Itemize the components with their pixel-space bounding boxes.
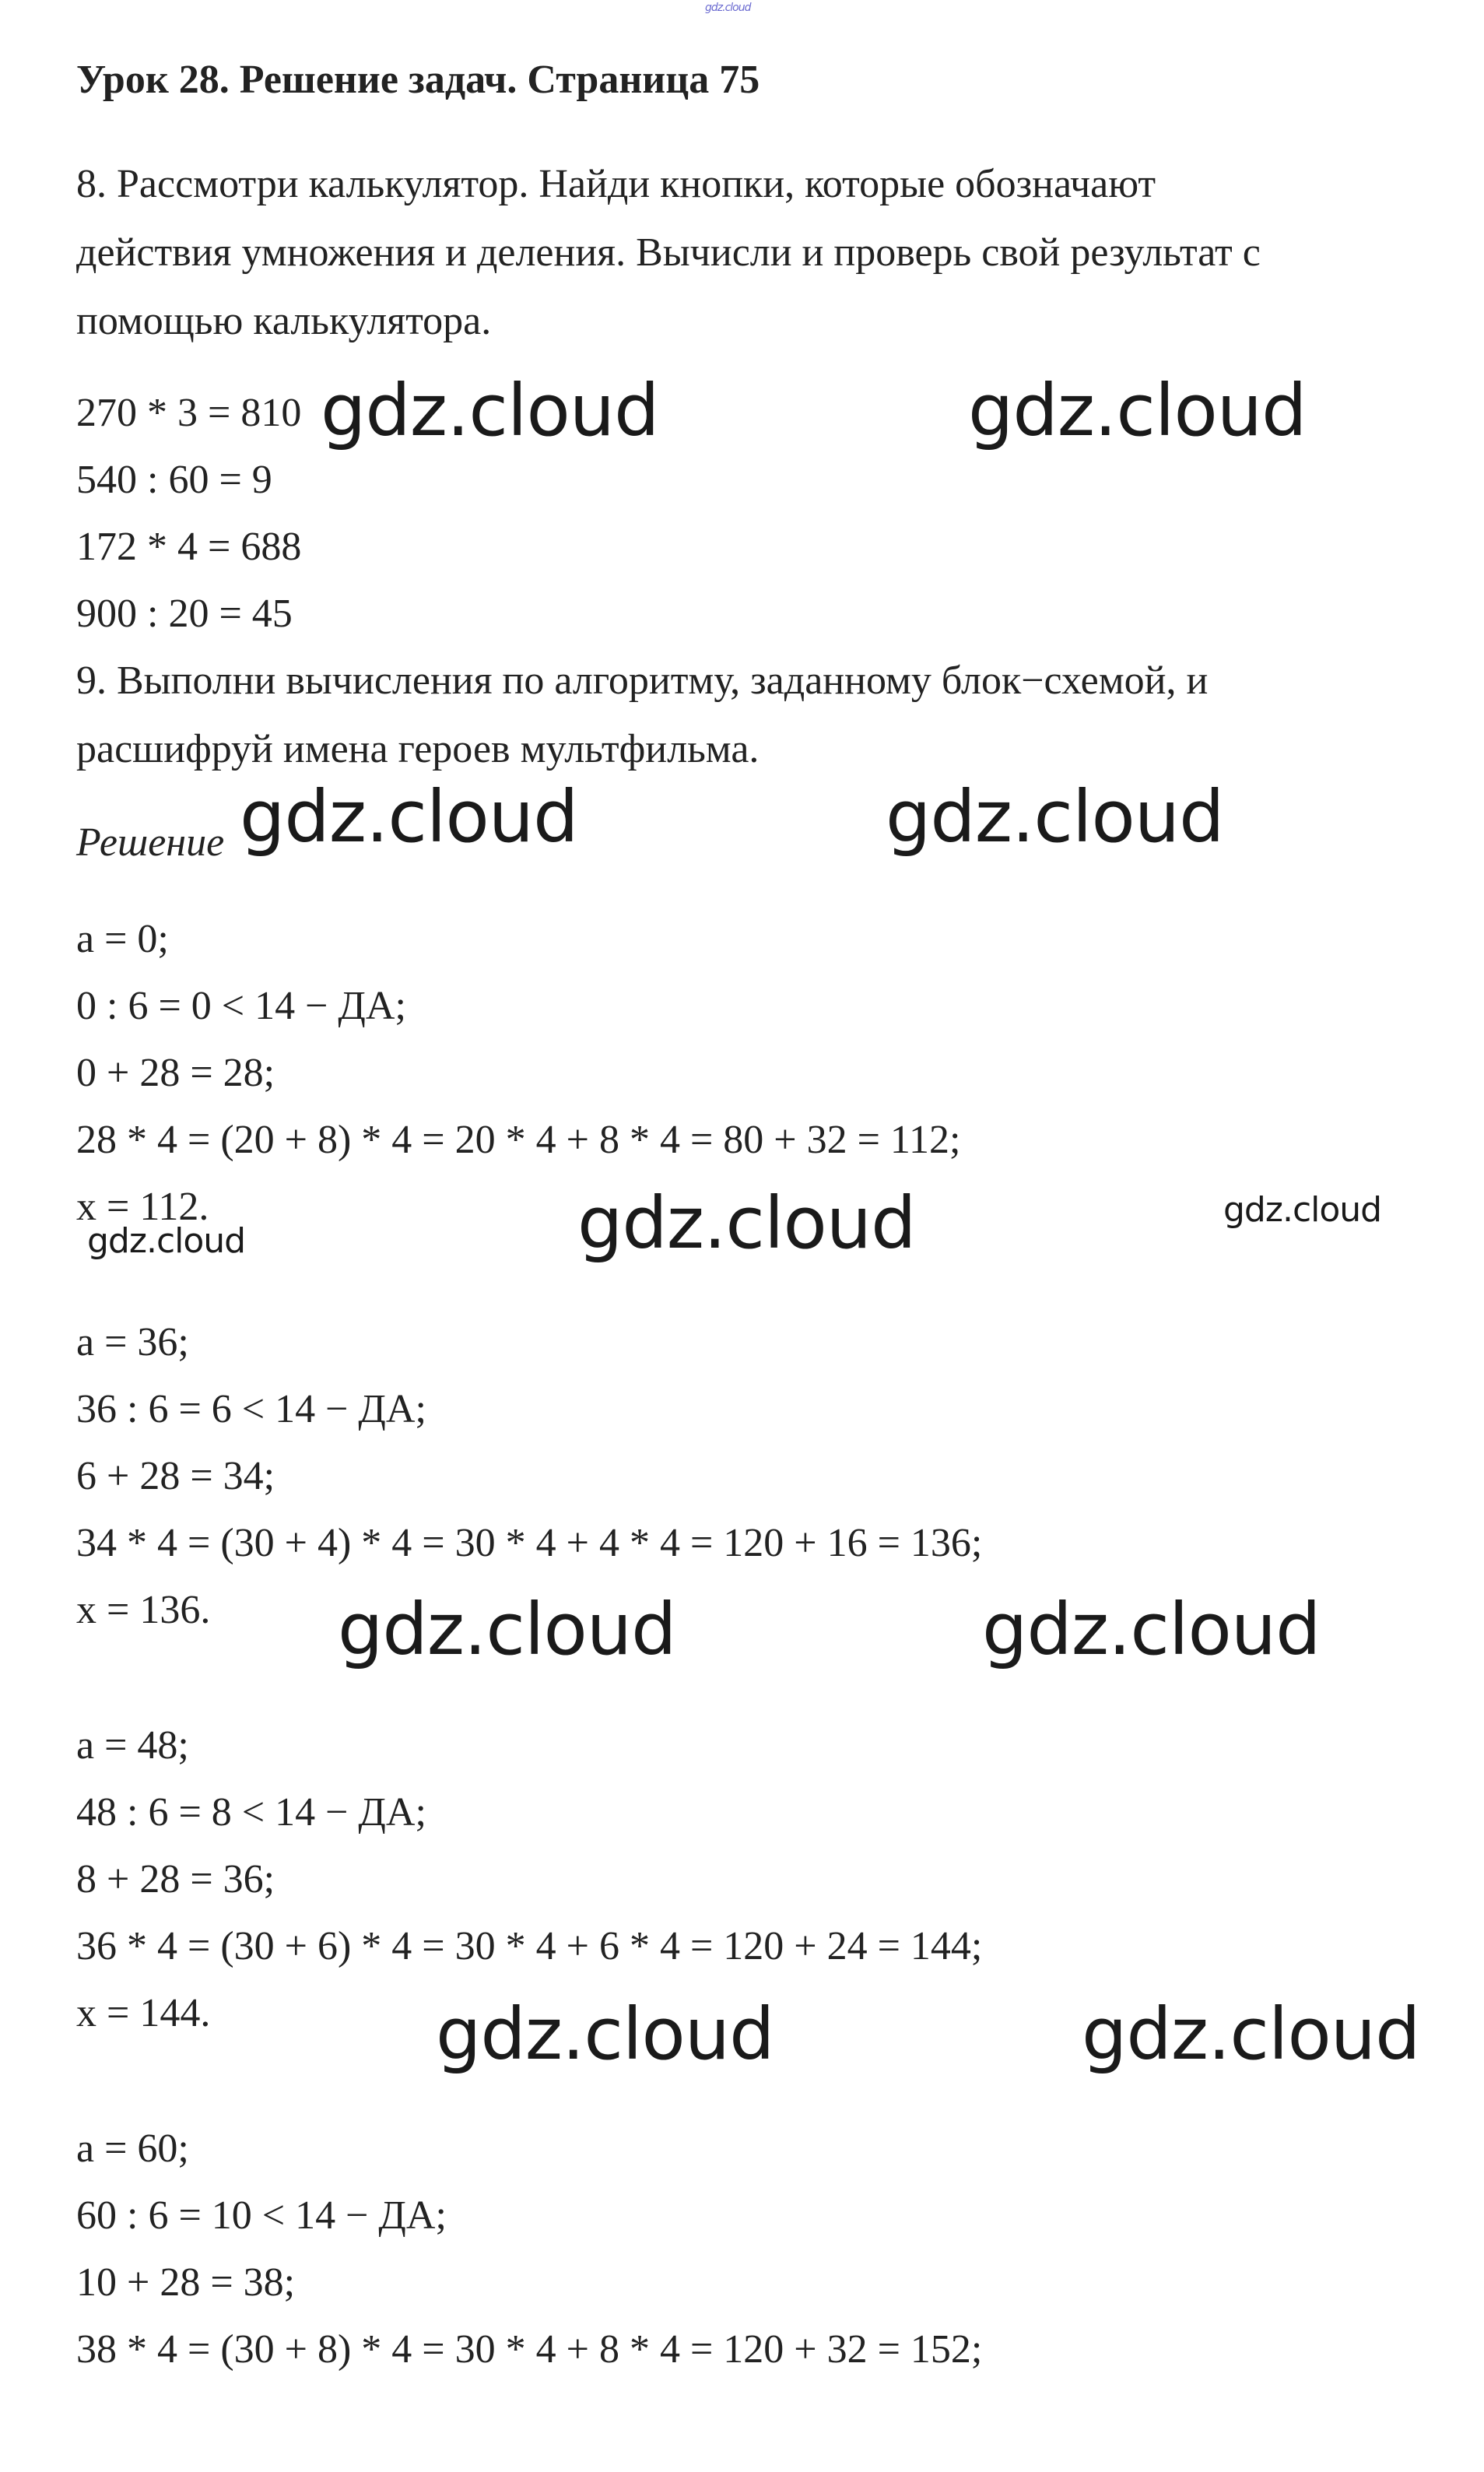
watermark: gdz.cloud bbox=[87, 1221, 246, 1261]
task8-equation-1: 270 * 3 = 810 bbox=[76, 391, 302, 435]
watermark: gdz.cloud bbox=[1223, 1190, 1382, 1230]
block3-line-2: 48 : 6 = 8 < 14 − ДА; bbox=[76, 1790, 426, 1835]
block1-line-2: 0 : 6 = 0 < 14 − ДА; bbox=[76, 984, 406, 1028]
block1-line-4: 28 * 4 = (20 + 8) * 4 = 20 * 4 + 8 * 4 = 80 + 32 = 112; bbox=[76, 1118, 961, 1162]
block2-line-2: 36 : 6 = 6 < 14 − ДА; bbox=[76, 1387, 426, 1431]
block3-line-4: 36 * 4 = (30 + 6) * 4 = 30 * 4 + 6 * 4 = 120 + 24 = 144; bbox=[76, 1924, 983, 1968]
watermark: gdz.cloud bbox=[436, 1993, 774, 2076]
task8-text-line-3: помощью калькулятора. bbox=[76, 299, 492, 343]
task8-text-line-2: действия умножения и деления. Вычисли и проверь свой результат с bbox=[76, 230, 1261, 275]
block2-line-3: 6 + 28 = 34; bbox=[76, 1454, 275, 1498]
block4-line-1: a = 60; bbox=[76, 2126, 189, 2171]
watermark: gdz.cloud bbox=[577, 1182, 916, 1265]
block2-line-1: a = 36; bbox=[76, 1320, 189, 1364]
header-mini-watermark: gdz.cloud bbox=[705, 2, 751, 14]
task8-equation-3: 172 * 4 = 688 bbox=[76, 525, 302, 569]
watermark: gdz.cloud bbox=[321, 369, 659, 452]
task8-text-line-1: 8. Рассмотри калькулятор. Найди кнопки, которые обозначают bbox=[76, 162, 1156, 206]
block3-line-5: x = 144. bbox=[76, 1991, 211, 2035]
watermark: gdz.cloud bbox=[240, 775, 578, 859]
watermark: gdz.cloud bbox=[968, 369, 1307, 452]
watermark: gdz.cloud bbox=[982, 1588, 1321, 1671]
block1-line-3: 0 + 28 = 28; bbox=[76, 1051, 275, 1095]
block2-line-4: 34 * 4 = (30 + 4) * 4 = 30 * 4 + 4 * 4 = 120 + 16 = 136; bbox=[76, 1521, 983, 1565]
task9-text-line-1: 9. Выполни вычисления по алгоритму, заданному блок−схемой, и bbox=[76, 658, 1209, 703]
block3-line-3: 8 + 28 = 36; bbox=[76, 1857, 275, 1901]
watermark: gdz.cloud bbox=[1082, 1993, 1420, 2076]
block1-line-5: x = 112. bbox=[76, 1185, 209, 1229]
block4-line-2: 60 : 6 = 10 < 14 − ДА; bbox=[76, 2193, 447, 2238]
block3-line-1: a = 48; bbox=[76, 1723, 189, 1768]
watermark: gdz.cloud bbox=[886, 775, 1224, 859]
block4-line-3: 10 + 28 = 38; bbox=[76, 2260, 296, 2305]
block2-line-5: x = 136. bbox=[76, 1588, 211, 1632]
block4-line-4: 38 * 4 = (30 + 8) * 4 = 30 * 4 + 8 * 4 = 120 + 32 = 152; bbox=[76, 2327, 983, 2372]
solution-label: Решение bbox=[76, 820, 225, 865]
watermark: gdz.cloud bbox=[338, 1588, 676, 1671]
task8-equation-2: 540 : 60 = 9 bbox=[76, 458, 272, 502]
task8-equation-4: 900 : 20 = 45 bbox=[76, 592, 293, 636]
task9-text-line-2: расшифруй имена героев мультфильма. bbox=[76, 727, 760, 771]
page-title: Урок 28. Решение задач. Страница 75 bbox=[76, 58, 760, 102]
block1-line-1: a = 0; bbox=[76, 917, 169, 961]
